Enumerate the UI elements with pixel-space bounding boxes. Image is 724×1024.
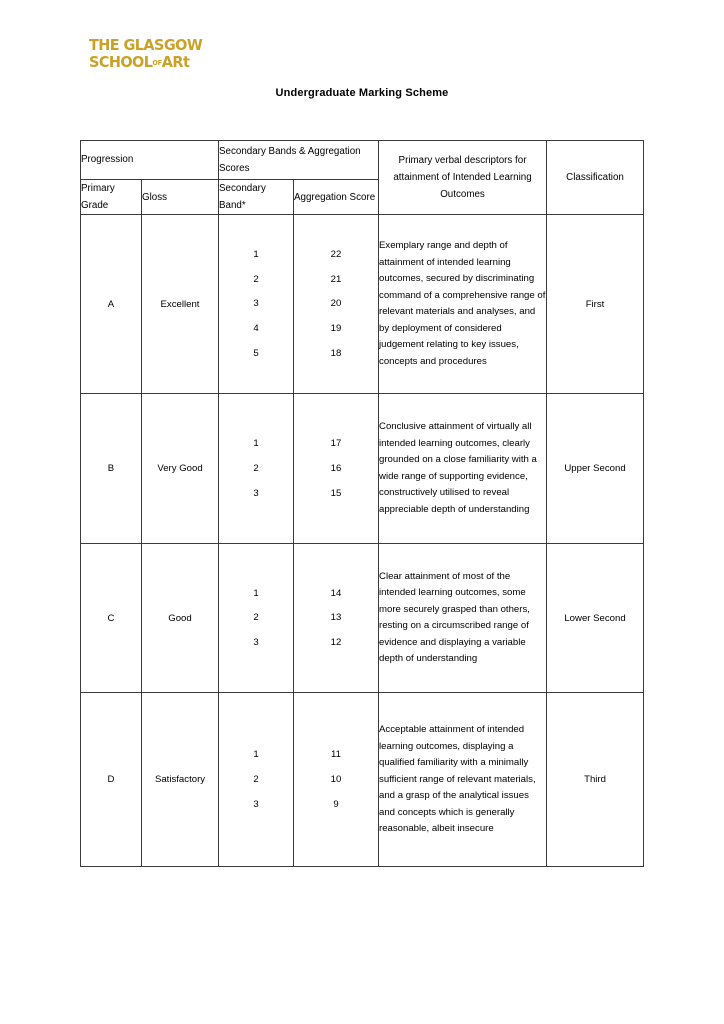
score-value: 19: [330, 323, 342, 335]
logo-art-text: ARt: [161, 52, 190, 71]
cell-gloss: Very Good: [142, 394, 219, 544]
cell-classification: Upper Second: [547, 394, 644, 544]
cell-secondary-bands: [219, 544, 294, 693]
band-value: 2: [253, 462, 259, 474]
cell-descriptor: Clear attainment of most of the intended learning outcomes, some more securely grasped than others, resting on a circumscribed range of evidence and displaying a variable depth of understanding: [379, 544, 547, 693]
table-body: [81, 215, 644, 867]
band-value: 5: [253, 347, 259, 359]
cell-secondary-bands: [219, 394, 294, 544]
score-value: 9: [333, 798, 339, 810]
score-value: 13: [330, 612, 342, 624]
score-value: 10: [330, 773, 342, 785]
band-value: 1: [253, 749, 259, 761]
band-value: 2: [253, 612, 259, 624]
cell-gloss: Satisfactory: [142, 693, 219, 867]
band-list: [219, 243, 293, 366]
cell-primary-grade: B: [81, 394, 142, 544]
band-value: 2: [253, 773, 259, 785]
score-list: [294, 243, 378, 366]
cell-primary-grade: A: [81, 215, 142, 394]
score-value: 14: [330, 587, 342, 599]
gsa-logo: [89, 38, 211, 70]
cell-aggregation-scores: [294, 693, 379, 867]
page-title: Undergraduate Marking Scheme: [275, 87, 449, 99]
cell-descriptor: Exemplary range and depth of attainment of intended learning outcomes, secured by discriminating command of a comprehensive range of relevant materials and analyses, and by deployment of considered judgement relating to key issues, concepts and procedures: [379, 215, 547, 394]
band-value: 1: [253, 249, 259, 261]
cell-aggregation-scores: [294, 215, 379, 394]
logo-of-text: OF: [152, 59, 162, 68]
band-value: 3: [253, 487, 259, 499]
band-value: 2: [253, 273, 259, 285]
table-header-group-row: [81, 141, 644, 180]
header-primary-verbal-descriptors: Primary verbal descriptors for attainment of Intended Learning Outcomes: [379, 141, 547, 215]
score-value: 21: [330, 273, 342, 285]
table-row: [81, 544, 644, 693]
table-row: [81, 215, 644, 394]
score-value: 20: [330, 298, 342, 310]
table-row: [81, 693, 644, 867]
cell-aggregation-scores: [294, 394, 379, 544]
cell-classification: Third: [547, 693, 644, 867]
score-value: 15: [330, 487, 342, 499]
band-list: [219, 743, 293, 817]
cell-secondary-bands: [219, 693, 294, 867]
logo-line-1: THE GLASGOW: [89, 36, 203, 54]
cell-descriptor: Conclusive attainment of virtually all intended learning outcomes, clearly grounded on a close familiarity with a wide range of supporting evidence, constructively utilised to reveal appreciable depth of understanding: [379, 394, 547, 544]
band-value: 1: [253, 438, 259, 450]
band-list: [219, 581, 293, 655]
cell-secondary-bands: [219, 215, 294, 394]
band-list: [219, 432, 293, 506]
header-aggregation-score: Aggregation Score: [294, 180, 379, 215]
table-row: [81, 394, 644, 544]
cell-classification: First: [547, 215, 644, 394]
header-gloss: Gloss: [142, 180, 219, 215]
band-value: 3: [253, 637, 259, 649]
score-list: [294, 581, 378, 655]
cell-gloss: Excellent: [142, 215, 219, 394]
marking-scheme-table-wrapper: [80, 140, 643, 867]
band-value: 3: [253, 798, 259, 810]
marking-scheme-table: [80, 140, 644, 867]
score-value: 16: [330, 462, 342, 474]
cell-descriptor: Acceptable attainment of intended learning outcomes, displaying a qualified familiarity with a minimally sufficient range of relevant materials, and a grasp of the analytical issues and concepts which is generally reasonable, albeit insecure: [379, 693, 547, 867]
header-secondary-bands: Secondary Bands & Aggregation Scores: [219, 141, 379, 180]
score-list: [294, 432, 378, 506]
logo-of-mark: [152, 60, 161, 66]
score-value: 11: [331, 749, 341, 761]
cell-primary-grade: C: [81, 544, 142, 693]
cell-gloss: Good: [142, 544, 219, 693]
header-classification: Classification: [547, 141, 644, 215]
band-value: 4: [253, 323, 259, 335]
band-value: 1: [253, 587, 259, 599]
logo-line-2: [89, 52, 202, 71]
cell-aggregation-scores: [294, 544, 379, 693]
header-progression: Progression: [81, 141, 219, 180]
cell-classification: Lower Second: [547, 544, 644, 693]
score-value: 12: [330, 637, 342, 649]
header-primary-grade: Primary Grade: [81, 180, 142, 215]
header-secondary-band: Secondary Band*: [219, 180, 294, 215]
score-value: 22: [330, 249, 342, 261]
logo-school-text: SCHOOL: [89, 52, 153, 71]
score-list: [294, 743, 378, 817]
score-value: 18: [330, 347, 342, 359]
band-value: 3: [253, 298, 259, 310]
score-value: 17: [330, 438, 342, 450]
cell-primary-grade: D: [81, 693, 142, 867]
